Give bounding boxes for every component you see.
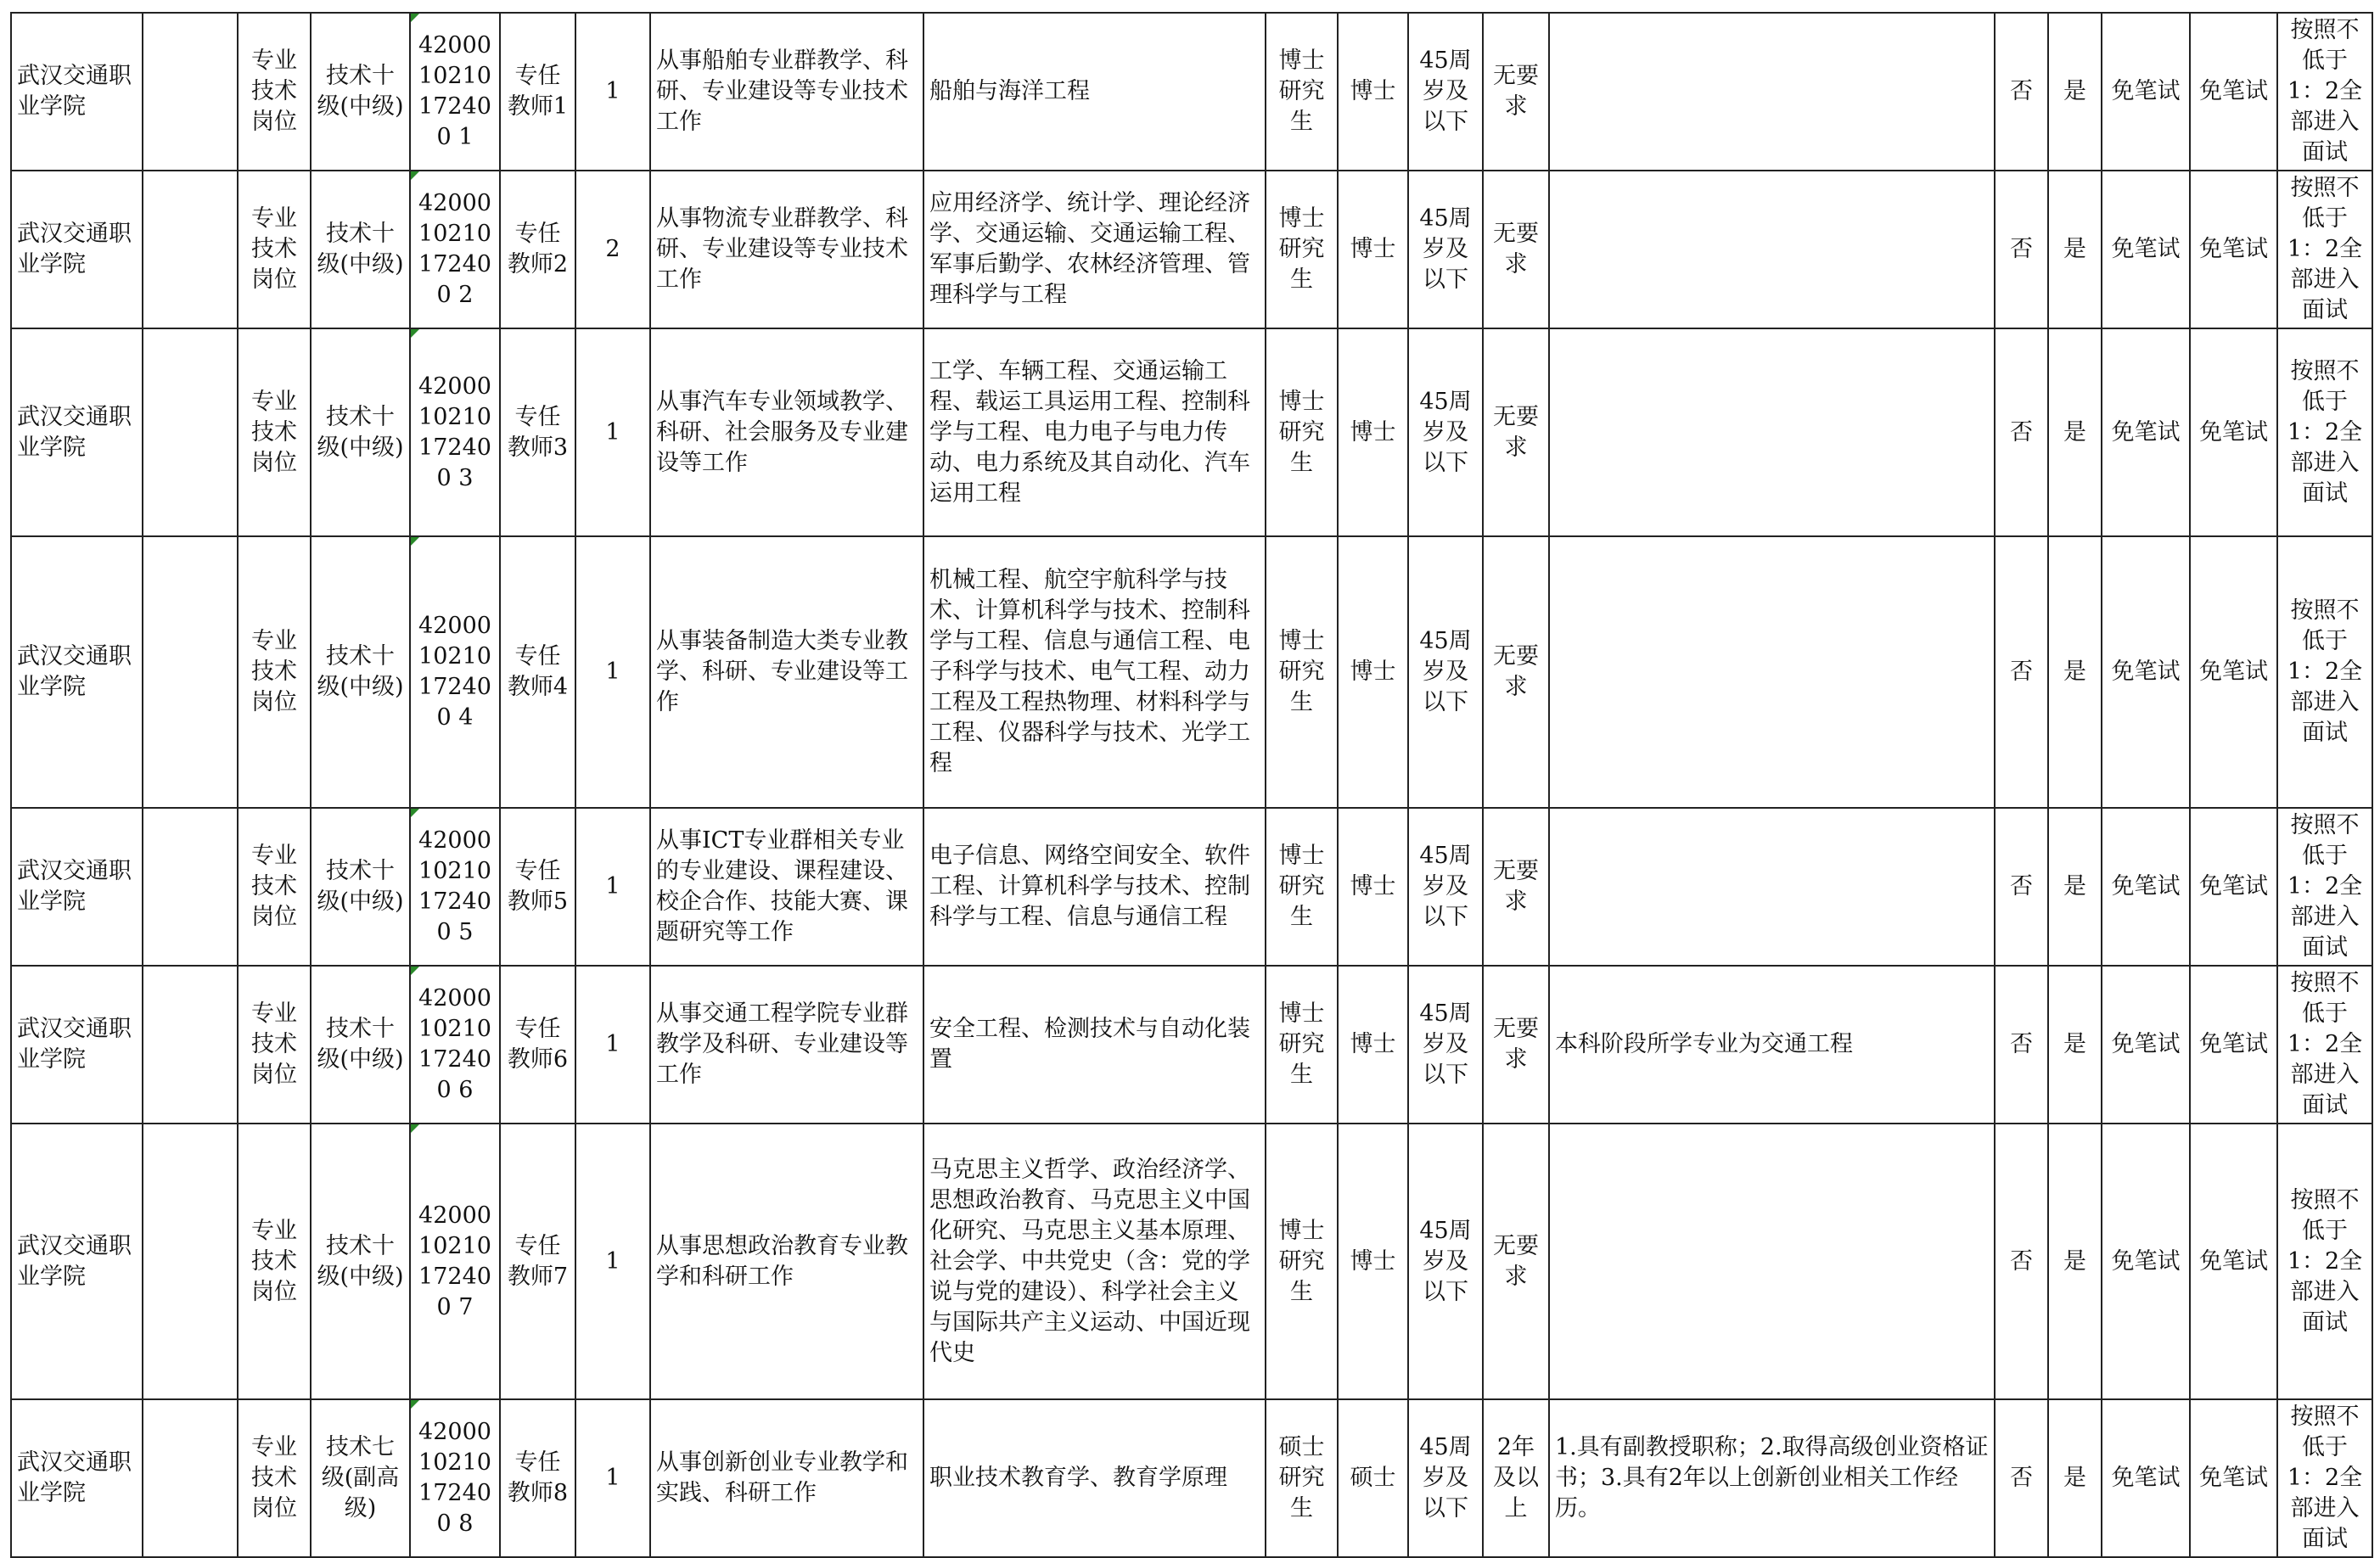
cell-experience: 2年及以上 xyxy=(1483,1399,1549,1557)
cell-blank xyxy=(143,328,238,536)
cell-experience: 无要求 xyxy=(1483,966,1549,1124)
cell-experience: 无要求 xyxy=(1483,13,1549,171)
cell-other-requirements: 1.具有副教授职称；2.取得高级创业资格证书；3.具有2年以上创新创业相关工作经历。 xyxy=(1549,1399,1995,1557)
cell-age: 45周岁及以下 xyxy=(1408,1399,1483,1557)
cell-flag-2: 是 xyxy=(2048,966,2102,1124)
cell-degree: 博士 xyxy=(1338,328,1408,536)
cell-experience: 无要求 xyxy=(1483,171,1549,328)
cell-other-requirements xyxy=(1549,536,1995,808)
cell-written-exam-2: 免笔试 xyxy=(2190,328,2277,536)
cell-written-exam-1: 免笔试 xyxy=(2102,13,2190,171)
cell-category: 专业技术岗位 xyxy=(238,1399,311,1557)
cell-unit: 武汉交通职业学院 xyxy=(11,1124,143,1399)
cell-written-exam-1: 免笔试 xyxy=(2102,1399,2190,1557)
cell-code: 4200010210172400 5 xyxy=(410,808,500,966)
cell-post-name: 专任教师7 xyxy=(500,1124,575,1399)
cell-unit: 武汉交通职业学院 xyxy=(11,808,143,966)
cell-other-requirements xyxy=(1549,1124,1995,1399)
cell-other-requirements xyxy=(1549,808,1995,966)
cell-written-exam-1: 免笔试 xyxy=(2102,536,2190,808)
cell-interview-ratio: 按照不低于1：2全部进入面试 xyxy=(2277,1399,2372,1557)
cell-written-exam-2: 免笔试 xyxy=(2190,1124,2277,1399)
cell-age: 45周岁及以下 xyxy=(1408,13,1483,171)
cell-degree: 博士 xyxy=(1338,13,1408,171)
cell-written-exam-2: 免笔试 xyxy=(2190,536,2277,808)
cell-written-exam-1: 免笔试 xyxy=(2102,966,2190,1124)
cell-education: 硕士研究生 xyxy=(1266,1399,1338,1557)
cell-interview-ratio: 按照不低于1：2全部进入面试 xyxy=(2277,1124,2372,1399)
cell-written-exam-1: 免笔试 xyxy=(2102,328,2190,536)
cell-written-exam-1: 免笔试 xyxy=(2102,808,2190,966)
cell-flag-2: 是 xyxy=(2048,13,2102,171)
cell-code: 4200010210172400 7 xyxy=(410,1124,500,1399)
cell-blank xyxy=(143,536,238,808)
cell-written-exam-2: 免笔试 xyxy=(2190,1399,2277,1557)
table-row xyxy=(11,1124,2372,1399)
cell-count: 1 xyxy=(575,13,650,171)
cell-interview-ratio: 按照不低于1：2全部进入面试 xyxy=(2277,536,2372,808)
cell-duty: 从事船舶专业群教学、科研、专业建设等专业技术工作 xyxy=(650,13,923,171)
cell-flag-2: 是 xyxy=(2048,171,2102,328)
cell-unit: 武汉交通职业学院 xyxy=(11,13,143,171)
cell-major: 职业技术教育学、教育学原理 xyxy=(923,1399,1266,1557)
cell-code: 4200010210172400 4 xyxy=(410,536,500,808)
cell-experience: 无要求 xyxy=(1483,328,1549,536)
cell-flag-1: 否 xyxy=(1995,328,2048,536)
cell-count: 1 xyxy=(575,1124,650,1399)
cell-category: 专业技术岗位 xyxy=(238,808,311,966)
cell-other-requirements xyxy=(1549,328,1995,536)
cell-experience: 无要求 xyxy=(1483,536,1549,808)
cell-code: 4200010210172400 3 xyxy=(410,328,500,536)
cell-education: 博士研究生 xyxy=(1266,13,1338,171)
cell-level: 技术十级(中级) xyxy=(311,171,410,328)
cell-education: 博士研究生 xyxy=(1266,1124,1338,1399)
cell-count: 1 xyxy=(575,966,650,1124)
cell-education: 博士研究生 xyxy=(1266,808,1338,966)
cell-duty: 从事思想政治教育专业教学和科研工作 xyxy=(650,1124,923,1399)
cell-level: 技术十级(中级) xyxy=(311,808,410,966)
cell-level: 技术十级(中级) xyxy=(311,13,410,171)
cell-major: 应用经济学、统计学、理论经济学、交通运输、交通运输工程、军事后勤学、农林经济管理、管理科学与工程 xyxy=(923,171,1266,328)
cell-other-requirements xyxy=(1549,13,1995,171)
cell-level: 技术十级(中级) xyxy=(311,966,410,1124)
cell-count: 1 xyxy=(575,536,650,808)
job-posting-table xyxy=(10,12,2373,1558)
cell-interview-ratio: 按照不低于1：2全部进入面试 xyxy=(2277,966,2372,1124)
cell-flag-2: 是 xyxy=(2048,328,2102,536)
cell-major: 电子信息、网络空间安全、软件工程、计算机科学与技术、控制科学与工程、信息与通信工程 xyxy=(923,808,1266,966)
cell-flag-1: 否 xyxy=(1995,808,2048,966)
cell-written-exam-2: 免笔试 xyxy=(2190,966,2277,1124)
table-row xyxy=(11,536,2372,808)
cell-flag-2: 是 xyxy=(2048,536,2102,808)
cell-code: 4200010210172400 6 xyxy=(410,966,500,1124)
cell-duty: 从事装备制造大类专业教学、科研、专业建设等工作 xyxy=(650,536,923,808)
cell-count: 1 xyxy=(575,808,650,966)
cell-age: 45周岁及以下 xyxy=(1408,1124,1483,1399)
cell-written-exam-2: 免笔试 xyxy=(2190,808,2277,966)
cell-count: 2 xyxy=(575,171,650,328)
cell-duty: 从事ICT专业群相关专业的专业建设、课程建设、校企合作、技能大赛、课题研究等工作 xyxy=(650,808,923,966)
cell-blank xyxy=(143,13,238,171)
cell-post-name: 专任教师8 xyxy=(500,1399,575,1557)
cell-education: 博士研究生 xyxy=(1266,171,1338,328)
cell-count: 1 xyxy=(575,1399,650,1557)
cell-education: 博士研究生 xyxy=(1266,536,1338,808)
cell-degree: 博士 xyxy=(1338,966,1408,1124)
cell-age: 45周岁及以下 xyxy=(1408,536,1483,808)
cell-count: 1 xyxy=(575,328,650,536)
table-row xyxy=(11,808,2372,966)
cell-written-exam-1: 免笔试 xyxy=(2102,171,2190,328)
cell-category: 专业技术岗位 xyxy=(238,536,311,808)
cell-category: 专业技术岗位 xyxy=(238,328,311,536)
cell-unit: 武汉交通职业学院 xyxy=(11,1399,143,1557)
cell-experience: 无要求 xyxy=(1483,1124,1549,1399)
cell-category: 专业技术岗位 xyxy=(238,1124,311,1399)
cell-major: 机械工程、航空宇航科学与技术、计算机科学与技术、控制科学与工程、信息与通信工程、电子科学与技术、电气工程、动力工程及工程热物理、材料科学与工程、仪器科学与技术、光学工程 xyxy=(923,536,1266,808)
cell-degree: 博士 xyxy=(1338,171,1408,328)
cell-degree: 硕士 xyxy=(1338,1399,1408,1557)
cell-written-exam-2: 免笔试 xyxy=(2190,13,2277,171)
cell-interview-ratio: 按照不低于1：2全部进入面试 xyxy=(2277,808,2372,966)
table-row xyxy=(11,13,2372,171)
cell-category: 专业技术岗位 xyxy=(238,171,311,328)
cell-flag-2: 是 xyxy=(2048,1124,2102,1399)
cell-category: 专业技术岗位 xyxy=(238,966,311,1124)
cell-age: 45周岁及以下 xyxy=(1408,966,1483,1124)
cell-post-name: 专任教师2 xyxy=(500,171,575,328)
cell-post-name: 专任教师6 xyxy=(500,966,575,1124)
cell-flag-2: 是 xyxy=(2048,808,2102,966)
cell-other-requirements: 本科阶段所学专业为交通工程 xyxy=(1549,966,1995,1124)
cell-education: 博士研究生 xyxy=(1266,966,1338,1124)
cell-written-exam-2: 免笔试 xyxy=(2190,171,2277,328)
cell-interview-ratio: 按照不低于1：2全部进入面试 xyxy=(2277,171,2372,328)
cell-flag-1: 否 xyxy=(1995,966,2048,1124)
cell-level: 技术十级(中级) xyxy=(311,328,410,536)
cell-unit: 武汉交通职业学院 xyxy=(11,536,143,808)
cell-duty: 从事物流专业群教学、科研、专业建设等专业技术工作 xyxy=(650,171,923,328)
cell-level: 技术十级(中级) xyxy=(311,536,410,808)
cell-degree: 博士 xyxy=(1338,536,1408,808)
cell-interview-ratio: 按照不低于1：2全部进入面试 xyxy=(2277,328,2372,536)
cell-major: 安全工程、检测技术与自动化装置 xyxy=(923,966,1266,1124)
cell-flag-1: 否 xyxy=(1995,171,2048,328)
cell-other-requirements xyxy=(1549,171,1995,328)
cell-code: 4200010210172400 1 xyxy=(410,13,500,171)
cell-blank xyxy=(143,1124,238,1399)
table-row xyxy=(11,171,2372,328)
cell-unit: 武汉交通职业学院 xyxy=(11,171,143,328)
cell-blank xyxy=(143,808,238,966)
cell-unit: 武汉交通职业学院 xyxy=(11,328,143,536)
cell-blank xyxy=(143,966,238,1124)
cell-post-name: 专任教师1 xyxy=(500,13,575,171)
cell-flag-1: 否 xyxy=(1995,1124,2048,1399)
cell-degree: 博士 xyxy=(1338,808,1408,966)
cell-post-name: 专任教师3 xyxy=(500,328,575,536)
cell-blank xyxy=(143,171,238,328)
cell-interview-ratio: 按照不低于1：2全部进入面试 xyxy=(2277,13,2372,171)
table-row xyxy=(11,328,2372,536)
cell-flag-1: 否 xyxy=(1995,536,2048,808)
cell-experience: 无要求 xyxy=(1483,808,1549,966)
cell-blank xyxy=(143,1399,238,1557)
cell-education: 博士研究生 xyxy=(1266,328,1338,536)
cell-flag-1: 否 xyxy=(1995,1399,2048,1557)
table-row xyxy=(11,1399,2372,1557)
cell-post-name: 专任教师4 xyxy=(500,536,575,808)
cell-category: 专业技术岗位 xyxy=(238,13,311,171)
cell-written-exam-1: 免笔试 xyxy=(2102,1124,2190,1399)
cell-degree: 博士 xyxy=(1338,1124,1408,1399)
cell-code: 4200010210172400 8 xyxy=(410,1399,500,1557)
cell-major: 马克思主义哲学、政治经济学、思想政治教育、马克思主义中国化研究、马克思主义基本原理、社会学、中共党史（含：党的学说与党的建设）、科学社会主义与国际共产主义运动、中国近现代史 xyxy=(923,1124,1266,1399)
cell-duty: 从事汽车专业领域教学、科研、社会服务及专业建设等工作 xyxy=(650,328,923,536)
cell-duty: 从事交通工程学院专业群教学及科研、专业建设等工作 xyxy=(650,966,923,1124)
cell-code: 4200010210172400 2 xyxy=(410,171,500,328)
cell-unit: 武汉交通职业学院 xyxy=(11,966,143,1124)
cell-major: 工学、车辆工程、交通运输工程、载运工具运用工程、控制科学与工程、电力电子与电力传动、电力系统及其自动化、汽车运用工程 xyxy=(923,328,1266,536)
cell-level: 技术七级(副高级) xyxy=(311,1399,410,1557)
cell-level: 技术十级(中级) xyxy=(311,1124,410,1399)
table-row xyxy=(11,966,2372,1124)
cell-age: 45周岁及以下 xyxy=(1408,808,1483,966)
cell-major: 船舶与海洋工程 xyxy=(923,13,1266,171)
cell-duty: 从事创新创业专业教学和实践、科研工作 xyxy=(650,1399,923,1557)
cell-post-name: 专任教师5 xyxy=(500,808,575,966)
cell-flag-1: 否 xyxy=(1995,13,2048,171)
cell-age: 45周岁及以下 xyxy=(1408,328,1483,536)
cell-flag-2: 是 xyxy=(2048,1399,2102,1557)
cell-age: 45周岁及以下 xyxy=(1408,171,1483,328)
